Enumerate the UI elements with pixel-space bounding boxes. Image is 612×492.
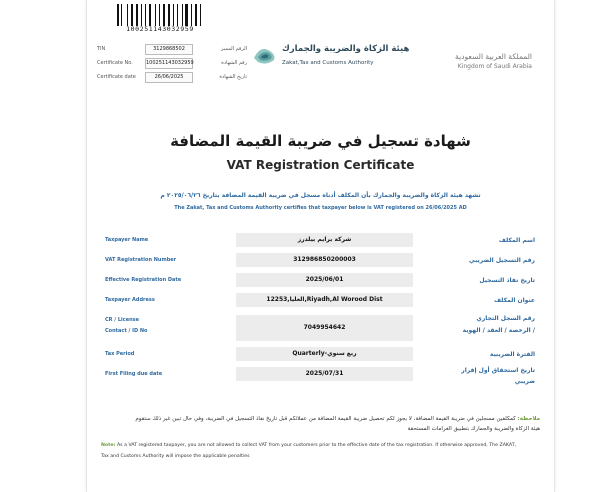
note-text-en: As a VAT registered taxpayer, you are not allowed to collect VAT from your customers prior to the effective date of the tax registration. If otherwise approved, The ZAKAT, Tax and Customs Authority will impose the applicable penalties <box>101 443 517 459</box>
field-label-ar: تاريخ استحقاق أول إقرار <box>461 367 535 374</box>
barcode-bar <box>193 4 194 26</box>
barcode-bar <box>123 4 125 26</box>
kingdom-name-ar: المملكة العربية السعودية <box>455 52 532 61</box>
field-value: 2025/07/31 <box>236 367 413 381</box>
authority-logo <box>252 38 410 78</box>
barcode-bar <box>121 4 122 26</box>
field-label-ar: رقم التسجيل الضريبي <box>469 257 535 264</box>
meta-label-ar: الرقم المميز <box>221 46 247 52</box>
field-label-ar: عنوان المكلف <box>494 297 535 304</box>
barcode-bar <box>143 4 145 26</box>
kingdom-label <box>455 52 532 70</box>
barcode-bar <box>117 4 119 26</box>
barcode-bar <box>179 4 181 26</box>
note-ar <box>127 414 540 434</box>
field-value: 12253,العليا,Riyadh,Al Worood Dist <box>236 293 413 307</box>
barcode <box>117 4 203 26</box>
field-label-en: Taxpayer Address <box>105 297 155 303</box>
declaration-ar: تشهد هيئة الزكاة والضريبة والجمارك بأن المكلف أدناه مسجل في ضريبة القيمة المضافة بتاريخ ٢٠٢٥/٠٦/٢٦ م <box>160 192 481 199</box>
barcode-bar <box>139 4 140 26</box>
declaration-en: The Zakat, Tax and Customs Authority certifies that taxpayer below is VAT registered on 26/06/2025 AD <box>174 205 467 211</box>
barcode-bar <box>200 4 201 26</box>
barcode-bar <box>145 4 146 26</box>
meta-row-certificate-no <box>97 56 247 70</box>
meta-row-certificate-date <box>97 70 247 84</box>
field-effective-date <box>105 273 535 287</box>
meta-value: 100251143032959 <box>145 58 193 69</box>
field-label-ar: اسم المكلف <box>498 237 535 244</box>
field-label-en: Taxpayer Name <box>105 237 149 243</box>
barcode-bar <box>127 4 128 26</box>
barcode-bar <box>168 4 170 26</box>
field-label-en: Tax Period <box>105 351 135 357</box>
field-value: 312986850200003 <box>236 253 413 267</box>
meta-row-tin <box>97 42 247 56</box>
barcode-bar <box>166 4 167 26</box>
field-label-ar-2: ضريبي <box>514 378 535 385</box>
certificate-meta <box>97 42 247 84</box>
barcode-bar <box>189 4 191 26</box>
barcode-bar <box>131 4 133 26</box>
meta-label-ar: تاريخ الشهادة <box>219 74 247 80</box>
field-first-filing-date <box>105 367 535 389</box>
field-label-ar: الفترة الضريبية <box>489 351 535 358</box>
barcode-bar <box>134 4 135 26</box>
certificate-page <box>86 0 555 492</box>
barcode-bar <box>177 4 178 26</box>
field-taxpayer-name <box>105 233 535 247</box>
field-label-ar-2: / الرخصة / العقد / الهوية <box>462 327 535 334</box>
barcode-bar <box>152 4 154 26</box>
certificate-title-ar: شهادة تسجيل في ضريبة القيمة المضافة <box>170 132 471 150</box>
field-label-ar: تاريخ نفاذ التسجيل <box>479 277 535 284</box>
field-label-en: VAT Registration Number <box>105 257 177 263</box>
barcode-bar <box>149 4 151 26</box>
field-label-en-2: Contact / ID No <box>105 328 148 334</box>
note-tag-en: Note: <box>101 443 116 448</box>
barcode-bar <box>182 4 183 26</box>
barcode-bar <box>161 4 162 26</box>
barcode-bar <box>173 4 174 26</box>
kingdom-name-en: Kingdom of Saudi Arabia <box>457 63 532 70</box>
field-value: 7049954642 <box>236 315 413 341</box>
field-tax-period <box>105 347 535 361</box>
note-en <box>101 440 524 462</box>
barcode-bar <box>175 4 177 26</box>
barcode-bar <box>171 4 172 26</box>
field-taxpayer-address <box>105 293 535 307</box>
authority-emblem-icon <box>252 44 278 66</box>
field-label-en: CR / License <box>105 317 140 323</box>
field-cr-license <box>105 315 535 341</box>
barcode-number: 100251143032959 <box>126 25 194 33</box>
barcode-bar <box>129 4 131 26</box>
field-label-ar: رقم السجل التجاري <box>476 315 535 322</box>
field-value: شركة برايم بيلدرز <box>236 233 413 247</box>
field-value: Quarterly-ربع سنوي <box>236 347 413 361</box>
barcode-bar <box>159 4 161 26</box>
meta-label: Certificate No. <box>97 60 133 66</box>
authority-name-ar: هيئة الزكاة والضريبة والجمارك <box>282 44 410 54</box>
meta-label-ar: رقم الشهادة <box>221 60 247 66</box>
barcode-bar <box>198 4 199 26</box>
barcode-bar <box>147 4 148 26</box>
barcode-bar <box>185 4 187 26</box>
barcode-bar <box>163 4 165 26</box>
note-text-ar: كمكلفين مسجلين في ضريبة القيمة المضافة، لا يجوز لكم تحصيل ضريبة القيمة المضافة من عملائكم قبل تاريخ نفاذ التسجيل في الضريبة، وفي حال تبين غير ذلك ستقوم هيئة الزكاة والضريبة والجمارك بتطبيق الغرامات المستحقة <box>135 416 540 432</box>
barcode-bar <box>195 4 197 26</box>
barcode-bar <box>155 4 156 26</box>
barcode-bar <box>141 4 142 26</box>
field-label-en: First Filing due date <box>105 371 163 377</box>
meta-label: Certificate date <box>97 74 136 80</box>
field-value: 2025/06/01 <box>236 273 413 287</box>
meta-label: TIN <box>97 46 106 52</box>
barcode-bar <box>120 4 121 26</box>
note-tag-ar: ملاحظة: <box>517 416 540 422</box>
barcode-bar <box>184 4 185 26</box>
certificate-title-en: VAT Registration Certificate <box>226 158 415 172</box>
barcode-bar <box>201 4 203 26</box>
field-vat-number <box>105 253 535 267</box>
barcode-bar <box>191 4 192 26</box>
barcode-bar <box>136 4 138 26</box>
authority-name-en: Zakat,Tax and Customs Authority <box>282 60 374 66</box>
barcode-bar <box>157 4 158 26</box>
field-label-en: Effective Registration Date <box>105 277 182 283</box>
meta-value: 26/06/2025 <box>145 72 193 83</box>
meta-value: 3129868502 <box>145 44 193 55</box>
